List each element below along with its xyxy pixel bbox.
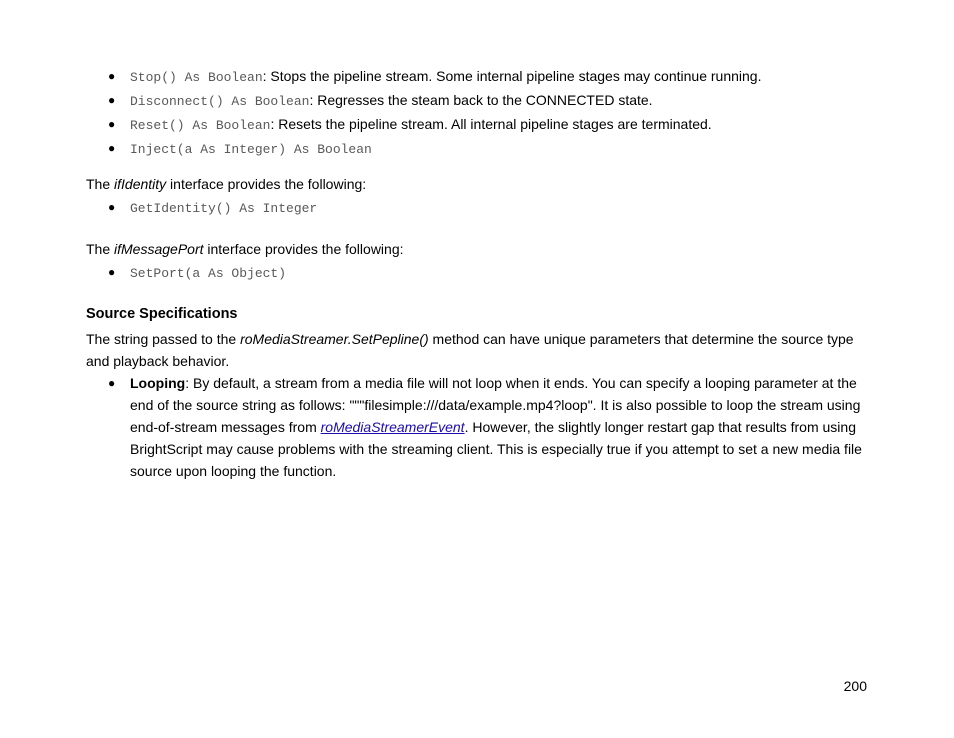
term-looping: Looping	[130, 375, 186, 391]
list-item	[108, 137, 870, 161]
bullet-icon: ●	[108, 141, 116, 155]
method-code: Inject(a As Integer) As Boolean	[130, 142, 372, 157]
bullet-icon: ●	[108, 265, 116, 279]
page-number: 200	[843, 678, 867, 694]
source-specs-intro: The string passed to the roMediaStreamer.SetPepline() method can have unique parameters that determine the source type and playback behavior.	[86, 331, 854, 369]
ifmessageport-list	[108, 261, 870, 285]
ifidentity-list	[108, 196, 870, 220]
method-description: : Regresses the steam back to the CONNECTED state.	[309, 92, 653, 108]
bullet-icon: ●	[108, 117, 116, 131]
ifidentity-intro: The ifIdentity interface provides the following:	[86, 176, 367, 192]
interface-name: ifMessagePort	[114, 241, 204, 257]
method-name: roMediaStreamer.SetPepline()	[240, 331, 429, 347]
bullet-icon: ●	[108, 376, 116, 390]
method-code: Disconnect() As Boolean	[130, 94, 310, 109]
method-code: GetIdentity() As Integer	[130, 201, 318, 216]
bullet-icon: ●	[108, 200, 116, 214]
list-item	[108, 113, 870, 137]
list-item	[108, 65, 870, 89]
methods-list	[108, 65, 870, 161]
method-description: : Stops the pipeline stream. Some internal pipeline stages may continue running.	[262, 68, 762, 84]
list-item	[108, 196, 870, 220]
source-specs-list	[108, 372, 865, 482]
ifmessageport-intro: The ifMessagePort interface provides the following:	[86, 241, 404, 257]
section-heading: Source Specifications	[86, 306, 238, 322]
romediastreamerevent-link[interactable]: roMediaStreamerEvent	[320, 419, 465, 435]
method-code: Stop() As Boolean	[130, 70, 263, 85]
list-item: ● Looping: By default, a stream from a media file will not loop when it ends. You can specify a looping parameter at the end of the source string as follows: """filesimple:///data/example.mp4?loop". It is also possible to loop the stream using end-of-stream messages from roMediaStreamerEvent. However, the slightly longer restart gap that results from using BrightScript may cause problems with the streaming client. This is especially true if you attempt to set a new media file source upon looping the function.	[130, 372, 865, 482]
bullet-icon: ●	[108, 93, 116, 107]
bullet-icon: ●	[108, 69, 116, 83]
method-description: : Resets the pipeline stream. All internal pipeline stages are terminated.	[270, 116, 712, 132]
interface-name: ifIdentity	[114, 176, 167, 192]
list-item	[108, 261, 870, 285]
method-code: Reset() As Boolean	[130, 118, 271, 133]
method-code: SetPort(a As Object)	[130, 266, 287, 281]
list-item	[108, 89, 870, 113]
